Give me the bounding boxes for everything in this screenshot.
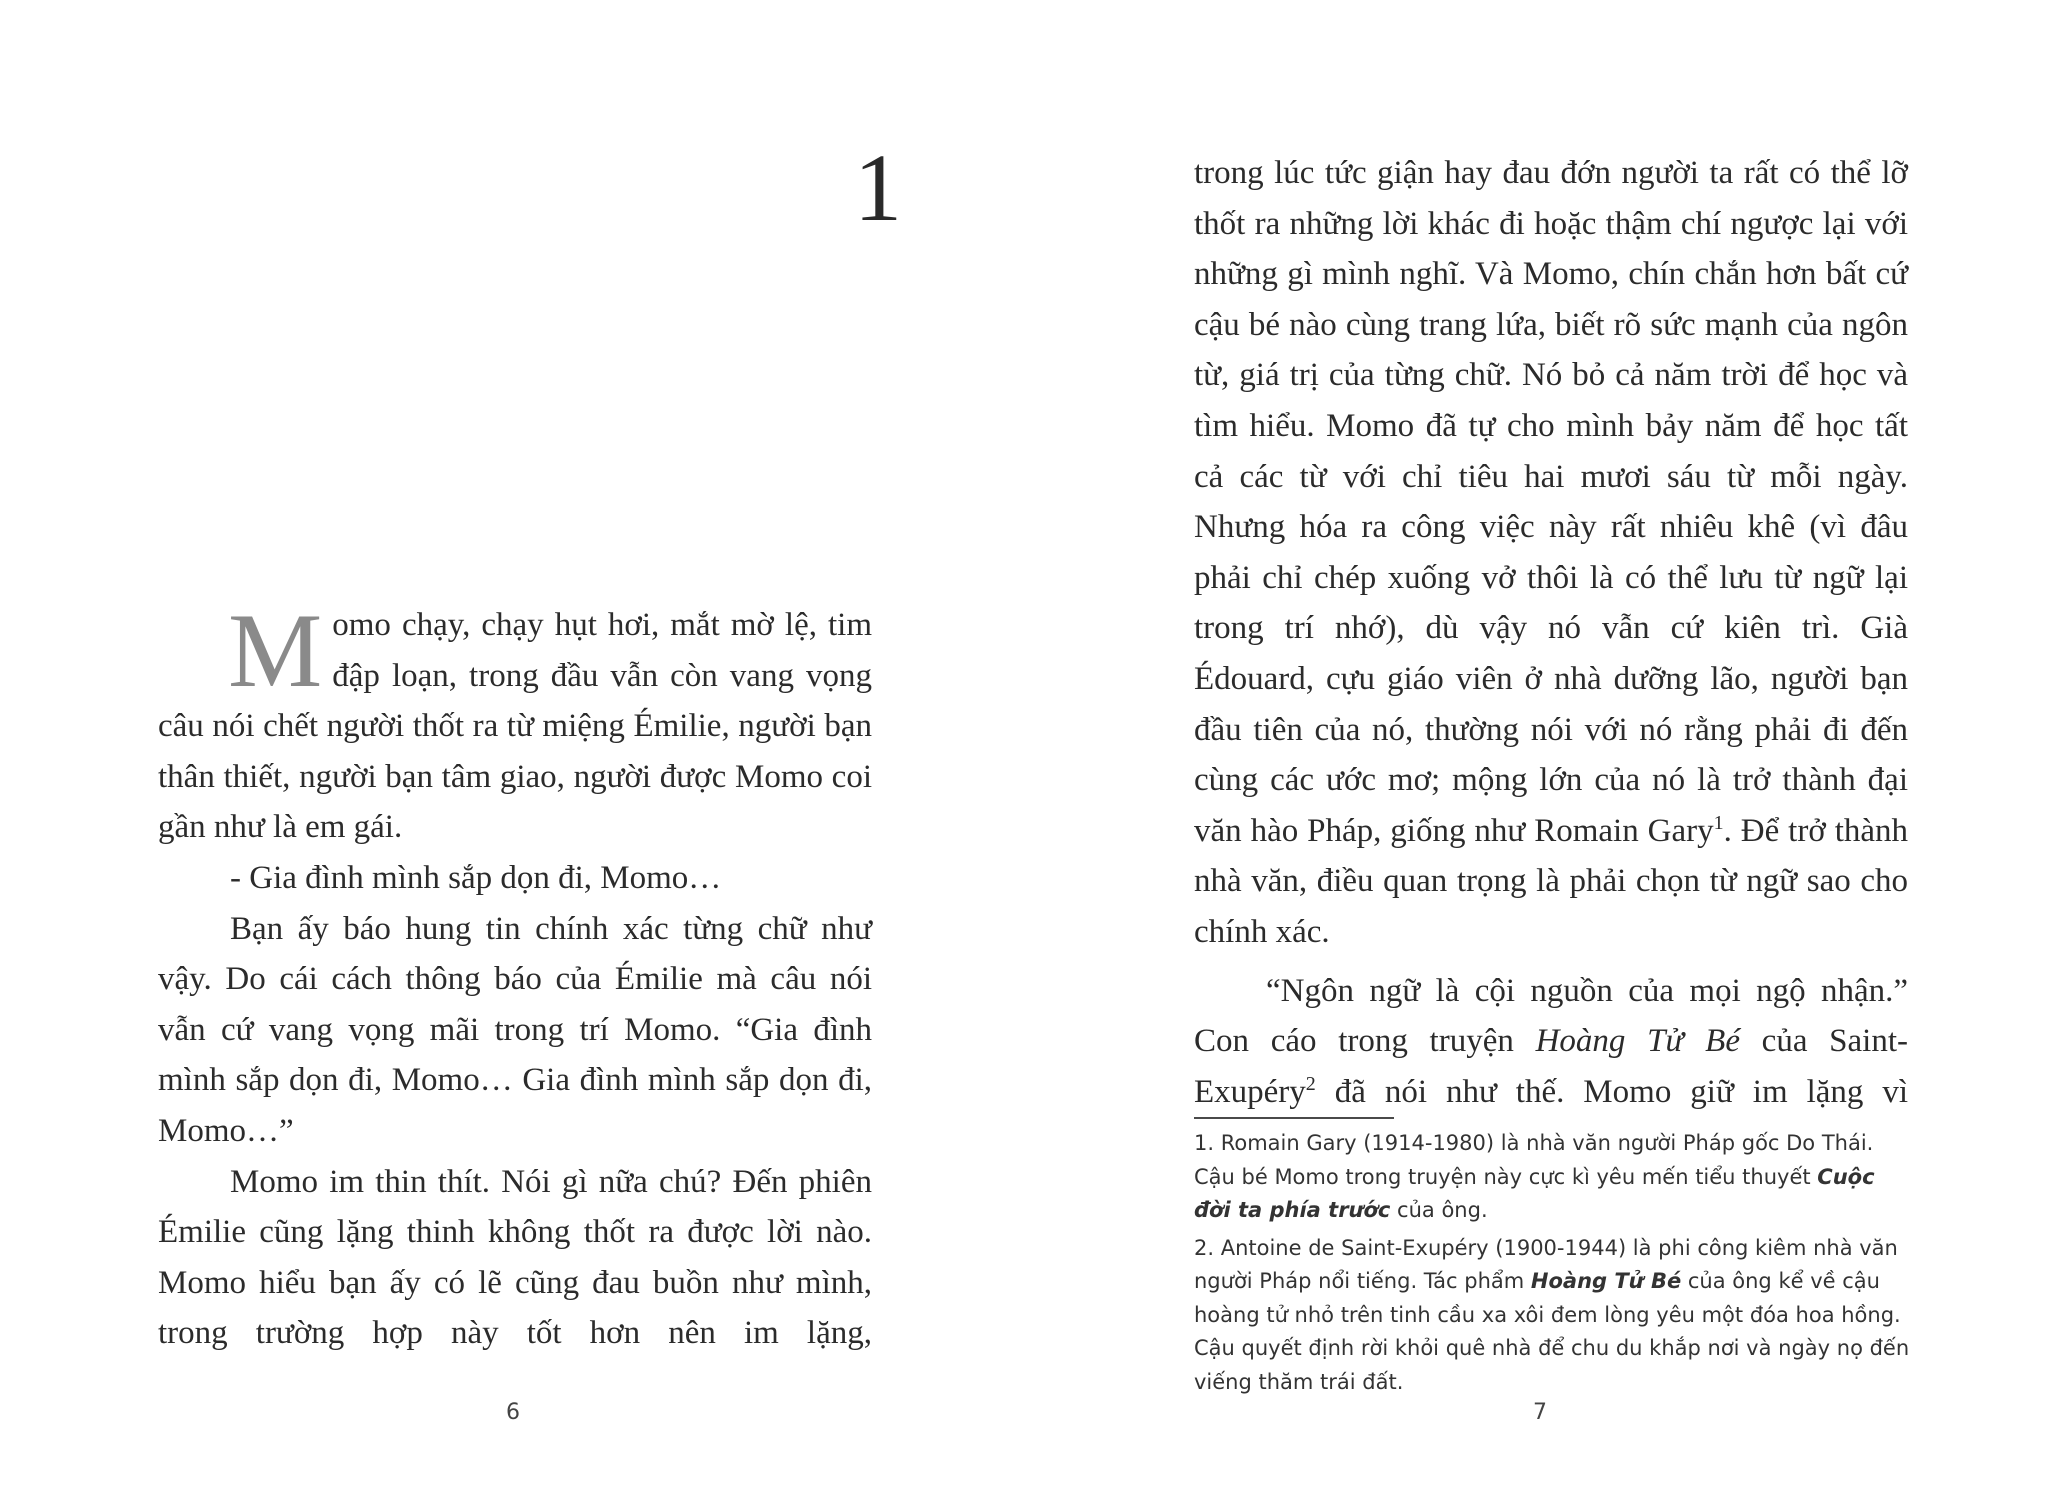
body-paragraph [1194,148,1908,958]
footnote-text: 1. Romain Gary (1914-1980) là nhà văn người Pháp gốc Do Thái. Cậu bé Momo trong truyện này cực kì yêu mến tiểu thuyết [1194,1131,1874,1189]
footnote-marker: 2 [1305,1072,1316,1095]
right-body-text [1194,148,1908,1117]
footnote-1 [1194,1127,1910,1228]
footnote-text: của ông kể về cậu hoàng tử nhỏ trên tinh cầu xa xôi đem lòng yêu một đóa hoa hồng. Cậu quyết định rời khỏi quê nhà để chu du khắp nơi và ngày nọ đến viếng thăm trái đất. [1194,1269,1910,1394]
footnote-emphasis: Cuộc đời ta phía trước [1194,1164,1875,1222]
paragraph-text: đã nói như thế. Momo giữ im lặng vì [1315,1073,1908,1110]
paragraph-text: “Ngôn ngữ là cội nguồn của mọi ngộ nhận.” Con cáo trong truyện [1194,972,1908,1060]
footnote-marker: 1 [1713,811,1724,834]
footnotes [1194,1127,1910,1403]
footnote-emphasis: Hoàng Tử Bé [1530,1269,1682,1293]
body-paragraph: Momo im thin thít. Nói gì nữa chú? Đến phiên Émilie cũng lặng thinh không thốt ra được lời nào. Momo hiểu bạn ấy có lẽ cũng đau buồn như mình, trong trường hợp này tốt hơn nên im lặng, [158,1163,872,1352]
footnote-text: của ông. [1390,1198,1488,1222]
page-number: 7 [1533,1400,1547,1425]
body-paragraph [1194,966,1908,1118]
opening-paragraph [158,592,872,853]
opening-paragraph-text: omo chạy, chạy hụt hơi, mắt mờ lệ, tim đập loạn, trong đầu vẫn còn vang vọng câu nói chết người thốt ra từ miệng Émilie, người bạn thân thiết, người bạn tâm giao, người được Momo coi gần như là em gái. [158,607,872,846]
footnote-text: 2. Antoine de Saint-Exupéry (1900-1944) là phi công kiêm nhà văn người Pháp nổi tiếng. Tác phẩm [1194,1235,1898,1293]
body-paragraph: Bạn ấy báo hung tin chính xác từng chữ như vậy. Do cái cách thông báo của Émilie mà câu nói vẫn cứ vang vọng mãi trong trí Momo. “Gia đình mình sắp dọn đi, Momo… Gia đình mình sắp dọn đi, Momo…” [158,910,872,1149]
footnote-divider [1194,1117,1394,1119]
footnote-2 [1194,1232,1910,1400]
paragraph-text: trong lúc tức giận hay đau đớn người ta rất có thể lỡ thốt ra những lời khác đi hoặc thậm chí ngược lại với những gì mình nghĩ. Và Momo, chín chắn hơn bất cứ cậu bé nào cùng trang lứa, biết rõ sức mạnh của ngôn từ, giá trị của từng chữ. Nó bỏ cả năm trời để học và tìm hiểu. Momo đã tự cho mình bảy năm để học tất cả các từ với chỉ tiêu hai mươi sáu từ mỗi ngày. Nhưng hóa ra công việc này rất nhiêu khê (vì đâu phải chỉ chép xuống vở thôi là có thể lưu từ ngữ lại trong trí nhớ), dù vậy nó vẫn cứ kiên trì. Già Édouard, cựu giáo viên ở nhà dưỡng lão, người bạn đầu tiên của nó, thường nói với nó rằng phải đi đến cùng các ước mơ; mộng lớn của nó là trở thành đại văn hào Pháp, giống như Romain Gary [1194,155,1908,849]
dialogue-line: - Gia đình mình sắp dọn đi, Momo… [230,859,722,896]
book-title: Hoàng Tử Bé [1535,1023,1740,1060]
dropcap-letter: M [228,592,323,709]
paragraph-text: . Để trở thành nhà văn, điều quan trọng là phải chọn từ ngữ sao cho chính xác. [1194,812,1909,950]
left-body-text [158,592,872,1359]
paragraph-text: của Saint-Exupéry [1194,1023,1908,1110]
chapter-number: 1 [854,134,902,241]
page-number: 6 [506,1400,520,1425]
